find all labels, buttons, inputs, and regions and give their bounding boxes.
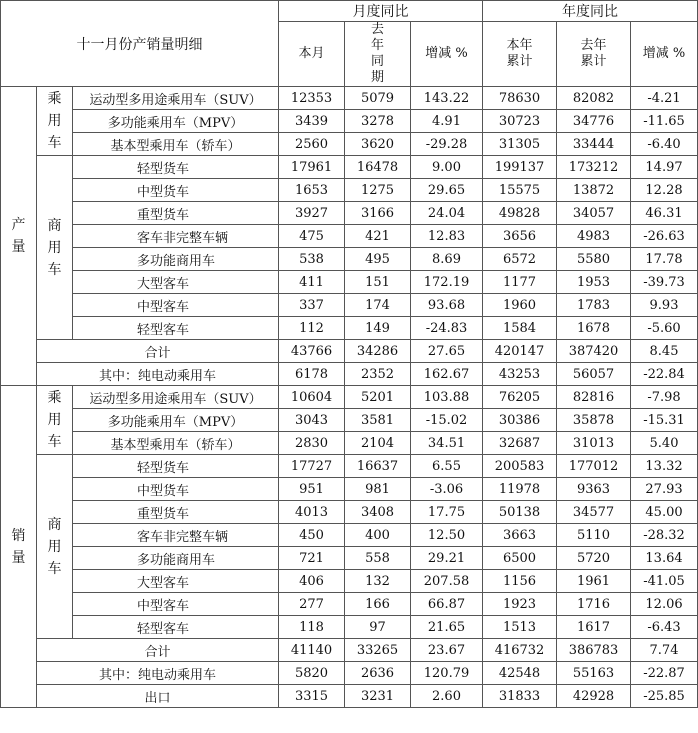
- table-title: 十一月份产销量明细: [1, 1, 279, 87]
- value-cell: 17727: [279, 455, 345, 478]
- value-cell: 3927: [279, 202, 345, 225]
- value-cell: 30386: [483, 409, 557, 432]
- column-header: 增减 %: [411, 22, 483, 87]
- row-label: 重型货车: [73, 501, 279, 524]
- value-cell: 981: [345, 478, 411, 501]
- value-cell: 3620: [345, 133, 411, 156]
- value-cell: 1513: [483, 616, 557, 639]
- value-cell: 3315: [279, 685, 345, 708]
- value-cell: 2104: [345, 432, 411, 455]
- value-cell: 5.40: [631, 432, 698, 455]
- value-cell: 42548: [483, 662, 557, 685]
- table-row: [1, 294, 698, 317]
- value-cell: 5580: [557, 248, 631, 271]
- row-label: 客车非完整车辆: [73, 524, 279, 547]
- row-label: 多功能乘用车（MPV）: [73, 409, 279, 432]
- table-row: [1, 133, 698, 156]
- value-cell: -15.02: [411, 409, 483, 432]
- value-cell: 8.45: [631, 340, 698, 363]
- value-cell: 31833: [483, 685, 557, 708]
- value-cell: 495: [345, 248, 411, 271]
- value-cell: 1678: [557, 317, 631, 340]
- value-cell: 17.75: [411, 501, 483, 524]
- value-cell: 2.60: [411, 685, 483, 708]
- value-cell: 2352: [345, 363, 411, 386]
- value-cell: 4013: [279, 501, 345, 524]
- value-cell: 172.19: [411, 271, 483, 294]
- value-cell: 132: [345, 570, 411, 593]
- value-cell: 11978: [483, 478, 557, 501]
- export-row: [1, 685, 698, 708]
- total-label: 合计: [37, 639, 279, 662]
- value-cell: 112: [279, 317, 345, 340]
- table-row: [1, 616, 698, 639]
- group-header-annual: 年度同比: [483, 1, 698, 22]
- table-row: [1, 225, 698, 248]
- column-header: 增减 %: [631, 22, 698, 87]
- table-row: [1, 87, 698, 110]
- value-cell: 177012: [557, 455, 631, 478]
- value-cell: 5079: [345, 87, 411, 110]
- total-row: [1, 639, 698, 662]
- value-cell: 24.04: [411, 202, 483, 225]
- category-label-commercial: 商 用 车: [37, 455, 73, 639]
- value-cell: 1953: [557, 271, 631, 294]
- value-cell: -29.28: [411, 133, 483, 156]
- section-label: 产 量: [1, 87, 37, 386]
- table-body: [1, 1, 698, 708]
- value-cell: 1275: [345, 179, 411, 202]
- value-cell: 1177: [483, 271, 557, 294]
- value-cell: 5820: [279, 662, 345, 685]
- value-cell: 411: [279, 271, 345, 294]
- table-row: [1, 317, 698, 340]
- row-label: 运动型多用途乘用车（SUV）: [73, 87, 279, 110]
- table-row: [1, 179, 698, 202]
- value-cell: 200583: [483, 455, 557, 478]
- value-cell: 387420: [557, 340, 631, 363]
- row-label: 重型货车: [73, 202, 279, 225]
- table-row: [1, 478, 698, 501]
- value-cell: 3581: [345, 409, 411, 432]
- value-cell: 46.31: [631, 202, 698, 225]
- value-cell: 151: [345, 271, 411, 294]
- table-row: [1, 271, 698, 294]
- value-cell: 416732: [483, 639, 557, 662]
- value-cell: 162.67: [411, 363, 483, 386]
- value-cell: 1960: [483, 294, 557, 317]
- value-cell: 5201: [345, 386, 411, 409]
- value-cell: 9363: [557, 478, 631, 501]
- value-cell: 13.64: [631, 547, 698, 570]
- export-label: 出口: [37, 685, 279, 708]
- value-cell: -15.31: [631, 409, 698, 432]
- value-cell: 207.58: [411, 570, 483, 593]
- value-cell: 149: [345, 317, 411, 340]
- value-cell: 42928: [557, 685, 631, 708]
- header-row-groups: [1, 1, 698, 22]
- row-label: 轻型货车: [73, 455, 279, 478]
- value-cell: 50138: [483, 501, 557, 524]
- row-label: 轻型货车: [73, 156, 279, 179]
- value-cell: 31013: [557, 432, 631, 455]
- value-cell: 27.93: [631, 478, 698, 501]
- value-cell: 118: [279, 616, 345, 639]
- ev-label: 其中：纯电动乘用车: [37, 363, 279, 386]
- value-cell: -22.87: [631, 662, 698, 685]
- value-cell: 6178: [279, 363, 345, 386]
- value-cell: -41.05: [631, 570, 698, 593]
- value-cell: 277: [279, 593, 345, 616]
- value-cell: 5720: [557, 547, 631, 570]
- value-cell: 406: [279, 570, 345, 593]
- row-label: 多功能乘用车（MPV）: [73, 110, 279, 133]
- value-cell: 5110: [557, 524, 631, 547]
- value-cell: 17961: [279, 156, 345, 179]
- category-label-passenger: 乘 用 车: [37, 87, 73, 156]
- row-label: 中型货车: [73, 478, 279, 501]
- value-cell: 3231: [345, 685, 411, 708]
- table-row: [1, 593, 698, 616]
- value-cell: 1617: [557, 616, 631, 639]
- value-cell: 199137: [483, 156, 557, 179]
- value-cell: 1783: [557, 294, 631, 317]
- value-cell: 721: [279, 547, 345, 570]
- column-header: 去年累计: [557, 22, 631, 87]
- value-cell: 3278: [345, 110, 411, 133]
- value-cell: 103.88: [411, 386, 483, 409]
- row-label: 运动型多用途乘用车（SUV）: [73, 386, 279, 409]
- value-cell: 7.74: [631, 639, 698, 662]
- row-label: 中型货车: [73, 179, 279, 202]
- value-cell: 35878: [557, 409, 631, 432]
- value-cell: 21.65: [411, 616, 483, 639]
- ev-row: [1, 363, 698, 386]
- value-cell: 13.32: [631, 455, 698, 478]
- value-cell: 23.67: [411, 639, 483, 662]
- value-cell: 16478: [345, 156, 411, 179]
- table-row: [1, 547, 698, 570]
- value-cell: 1923: [483, 593, 557, 616]
- value-cell: 66.87: [411, 593, 483, 616]
- value-cell: 12.50: [411, 524, 483, 547]
- value-cell: 421: [345, 225, 411, 248]
- value-cell: 1716: [557, 593, 631, 616]
- value-cell: 32687: [483, 432, 557, 455]
- value-cell: 3166: [345, 202, 411, 225]
- value-cell: 420147: [483, 340, 557, 363]
- value-cell: -6.40: [631, 133, 698, 156]
- table-row: [1, 202, 698, 225]
- value-cell: 31305: [483, 133, 557, 156]
- value-cell: 45.00: [631, 501, 698, 524]
- value-cell: 337: [279, 294, 345, 317]
- table-row: [1, 455, 698, 478]
- table-row: [1, 570, 698, 593]
- row-label: 中型客车: [73, 294, 279, 317]
- value-cell: 34776: [557, 110, 631, 133]
- value-cell: 386783: [557, 639, 631, 662]
- column-header: 去年同期: [345, 22, 411, 87]
- value-cell: 9.00: [411, 156, 483, 179]
- value-cell: -6.43: [631, 616, 698, 639]
- value-cell: 43766: [279, 340, 345, 363]
- value-cell: 400: [345, 524, 411, 547]
- value-cell: 3408: [345, 501, 411, 524]
- value-cell: 34577: [557, 501, 631, 524]
- value-cell: 538: [279, 248, 345, 271]
- ev-label: 其中：纯电动乘用车: [37, 662, 279, 685]
- row-label: 基本型乘用车（轿车）: [73, 432, 279, 455]
- row-label: 轻型客车: [73, 317, 279, 340]
- row-label: 中型客车: [73, 593, 279, 616]
- value-cell: 43253: [483, 363, 557, 386]
- value-cell: 3656: [483, 225, 557, 248]
- value-cell: 16637: [345, 455, 411, 478]
- value-cell: -11.65: [631, 110, 698, 133]
- row-label: 大型客车: [73, 271, 279, 294]
- table-row: [1, 524, 698, 547]
- value-cell: 6572: [483, 248, 557, 271]
- value-cell: -24.83: [411, 317, 483, 340]
- column-header: 本年累计: [483, 22, 557, 87]
- table-row: [1, 409, 698, 432]
- value-cell: -3.06: [411, 478, 483, 501]
- column-header: 本月: [279, 22, 345, 87]
- value-cell: 174: [345, 294, 411, 317]
- category-label-commercial: 商 用 车: [37, 156, 73, 340]
- value-cell: 82816: [557, 386, 631, 409]
- value-cell: 475: [279, 225, 345, 248]
- value-cell: 6500: [483, 547, 557, 570]
- total-row: [1, 340, 698, 363]
- row-label: 多功能商用车: [73, 547, 279, 570]
- value-cell: 82082: [557, 87, 631, 110]
- value-cell: 34057: [557, 202, 631, 225]
- group-header-monthly: 月度同比: [279, 1, 483, 22]
- value-cell: 166: [345, 593, 411, 616]
- value-cell: 93.68: [411, 294, 483, 317]
- value-cell: -26.63: [631, 225, 698, 248]
- value-cell: 558: [345, 547, 411, 570]
- value-cell: 30723: [483, 110, 557, 133]
- value-cell: 120.79: [411, 662, 483, 685]
- value-cell: 76205: [483, 386, 557, 409]
- value-cell: 9.93: [631, 294, 698, 317]
- row-label: 基本型乘用车（轿车）: [73, 133, 279, 156]
- table-row: [1, 501, 698, 524]
- row-label: 多功能商用车: [73, 248, 279, 271]
- value-cell: 29.65: [411, 179, 483, 202]
- value-cell: 27.65: [411, 340, 483, 363]
- value-cell: -22.84: [631, 363, 698, 386]
- value-cell: -28.32: [631, 524, 698, 547]
- value-cell: 14.97: [631, 156, 698, 179]
- value-cell: 17.78: [631, 248, 698, 271]
- value-cell: 3043: [279, 409, 345, 432]
- value-cell: 4983: [557, 225, 631, 248]
- total-label: 合计: [37, 340, 279, 363]
- value-cell: 143.22: [411, 87, 483, 110]
- value-cell: 1653: [279, 179, 345, 202]
- value-cell: 15575: [483, 179, 557, 202]
- value-cell: 6.55: [411, 455, 483, 478]
- value-cell: -5.60: [631, 317, 698, 340]
- section-label: 销 量: [1, 386, 37, 708]
- value-cell: -39.73: [631, 271, 698, 294]
- value-cell: 34286: [345, 340, 411, 363]
- value-cell: 29.21: [411, 547, 483, 570]
- row-label: 客车非完整车辆: [73, 225, 279, 248]
- value-cell: 97: [345, 616, 411, 639]
- category-label-passenger: 乘 用 车: [37, 386, 73, 455]
- value-cell: 951: [279, 478, 345, 501]
- value-cell: 33444: [557, 133, 631, 156]
- table-row: [1, 386, 698, 409]
- table-row: [1, 248, 698, 271]
- value-cell: 41140: [279, 639, 345, 662]
- table-row: [1, 432, 698, 455]
- value-cell: 2830: [279, 432, 345, 455]
- row-label: 大型客车: [73, 570, 279, 593]
- ev-row: [1, 662, 698, 685]
- value-cell: 12353: [279, 87, 345, 110]
- value-cell: 13872: [557, 179, 631, 202]
- value-cell: 3663: [483, 524, 557, 547]
- value-cell: 55163: [557, 662, 631, 685]
- value-cell: -4.21: [631, 87, 698, 110]
- value-cell: -7.98: [631, 386, 698, 409]
- value-cell: 450: [279, 524, 345, 547]
- row-label: 轻型客车: [73, 616, 279, 639]
- value-cell: 2560: [279, 133, 345, 156]
- value-cell: 49828: [483, 202, 557, 225]
- value-cell: 173212: [557, 156, 631, 179]
- value-cell: 10604: [279, 386, 345, 409]
- value-cell: 12.06: [631, 593, 698, 616]
- table-row: [1, 110, 698, 133]
- value-cell: 4.91: [411, 110, 483, 133]
- value-cell: 56057: [557, 363, 631, 386]
- value-cell: 3439: [279, 110, 345, 133]
- value-cell: -25.85: [631, 685, 698, 708]
- table-row: [1, 156, 698, 179]
- value-cell: 12.28: [631, 179, 698, 202]
- value-cell: 2636: [345, 662, 411, 685]
- value-cell: 12.83: [411, 225, 483, 248]
- value-cell: 1961: [557, 570, 631, 593]
- value-cell: 78630: [483, 87, 557, 110]
- value-cell: 34.51: [411, 432, 483, 455]
- value-cell: 8.69: [411, 248, 483, 271]
- value-cell: 1584: [483, 317, 557, 340]
- value-cell: 1156: [483, 570, 557, 593]
- value-cell: 33265: [345, 639, 411, 662]
